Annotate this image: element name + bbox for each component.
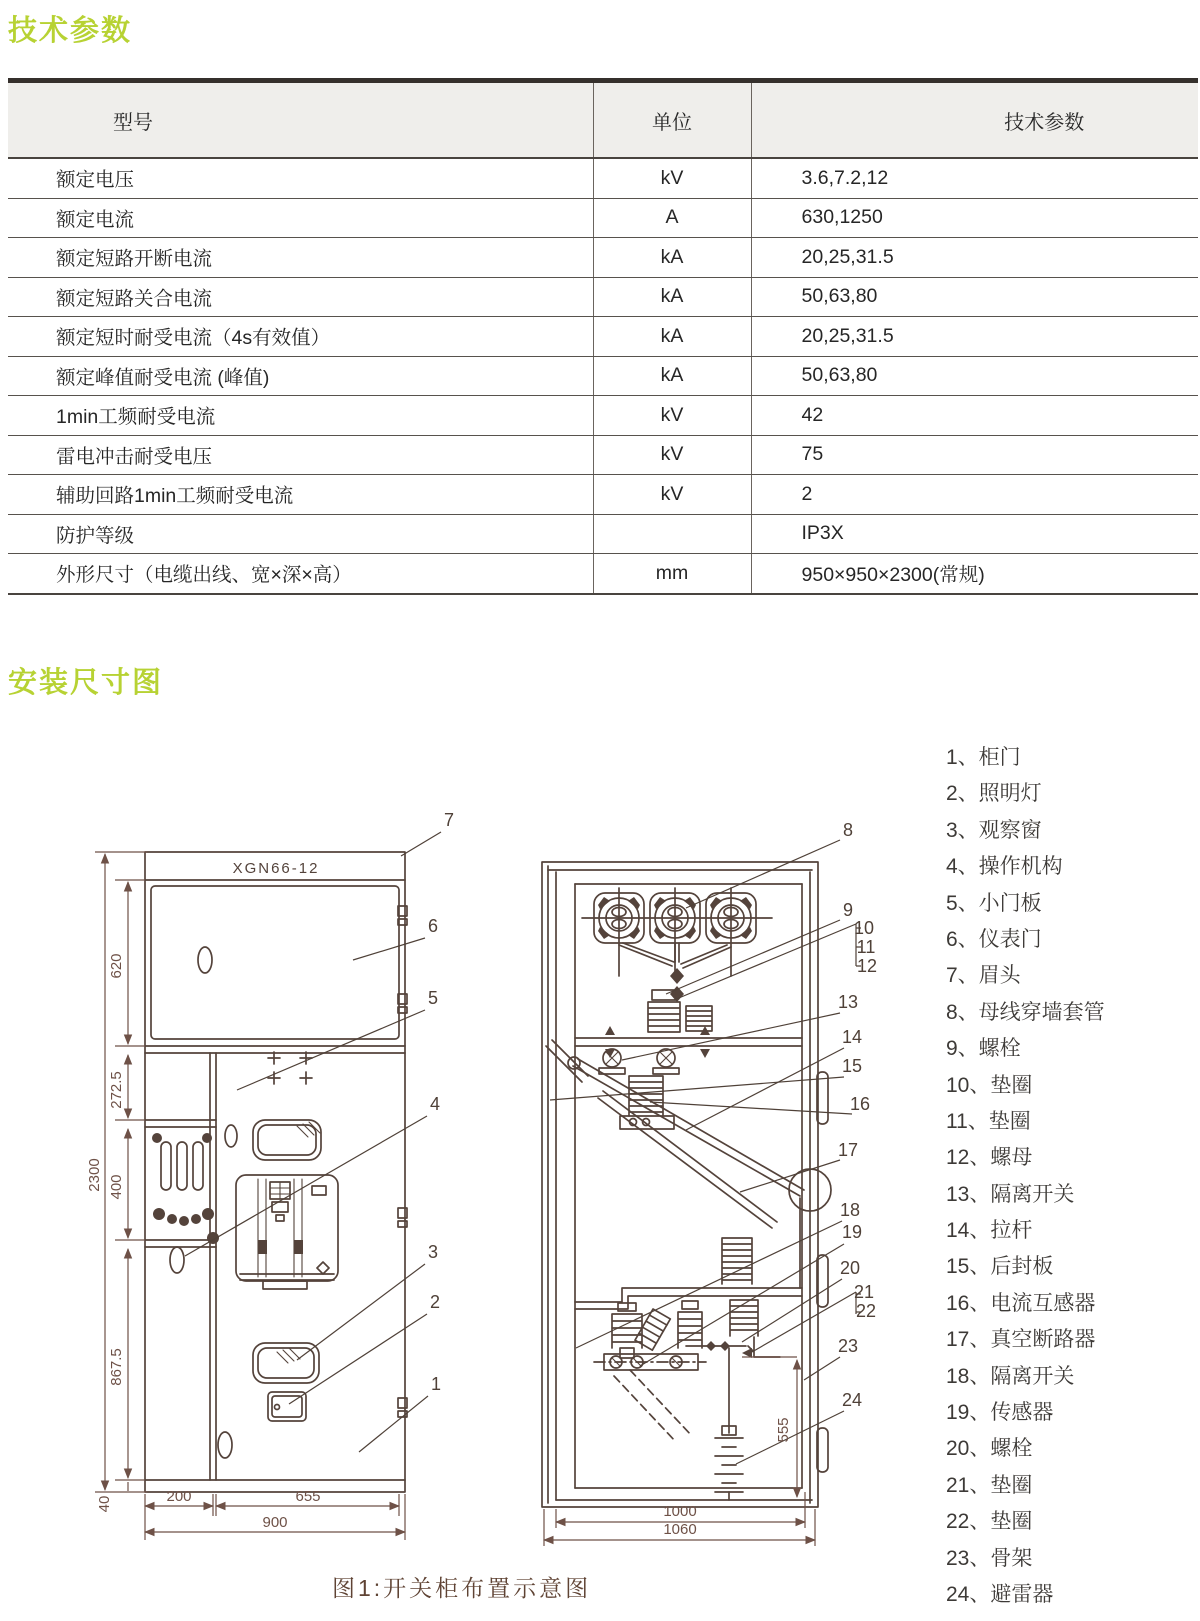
cabinet-model-label: XGN66-12 xyxy=(232,860,320,877)
legend-item: 7、眉头 xyxy=(946,964,1021,988)
dimension-label-900: 900 xyxy=(262,1514,288,1531)
param-unit: kA xyxy=(593,277,751,317)
param-label: 外形尺寸（电缆出线、宽×深×高） xyxy=(8,554,593,594)
callout-number-8: 8 xyxy=(842,820,854,840)
param-value: 2 xyxy=(751,475,1198,515)
front-dimensions xyxy=(95,852,405,1540)
legend-item: 3、观察窗 xyxy=(946,818,1042,842)
callout-number-12: 12 xyxy=(856,956,878,976)
callout-number-2: 2 xyxy=(429,1292,441,1312)
callout-leader-2 xyxy=(289,1314,427,1404)
table-row xyxy=(8,475,1198,515)
param-value: 3.6,7.2,12 xyxy=(751,158,1198,198)
section-title-install-dims: 安装尺寸图 xyxy=(8,667,164,699)
section-title-tech-params: 技术参数 xyxy=(8,15,133,47)
callout-number-15: 15 xyxy=(841,1056,863,1076)
table-row xyxy=(8,514,1198,554)
legend-item: 21、垫圈 xyxy=(946,1473,1033,1497)
dimension-label-400: 400 xyxy=(108,1174,125,1200)
param-unit: kV xyxy=(593,158,751,198)
params-table-body xyxy=(8,158,1198,594)
callout-number-17: 17 xyxy=(837,1140,859,1160)
dimension-label-40: 40 xyxy=(96,1495,113,1513)
param-label: 额定短路关合电流 xyxy=(8,277,593,317)
legend-item: 8、母线穿墙套管 xyxy=(946,1000,1105,1024)
dimension-label-620: 620 xyxy=(108,953,125,979)
col-header-params: 技术参数 xyxy=(751,81,1198,159)
legend-item: 23、骨架 xyxy=(946,1546,1033,1570)
param-value: 950×950×2300(常规) xyxy=(751,554,1198,594)
table-row xyxy=(8,198,1198,238)
callout-number-18: 18 xyxy=(839,1200,861,1220)
legend-item: 1、柜门 xyxy=(946,746,1021,769)
callout-number-13: 13 xyxy=(837,992,859,1012)
callout-number-22: 22 xyxy=(855,1301,877,1321)
dimension-label-1060: 1060 xyxy=(663,1521,697,1538)
callout-leader-1 xyxy=(359,1396,428,1452)
param-label: 雷电冲击耐受电压 xyxy=(8,435,593,475)
legend-item: 22、垫圈 xyxy=(946,1510,1033,1534)
param-value: 20,25,31.5 xyxy=(751,238,1198,278)
param-value: 20,25,31.5 xyxy=(751,317,1198,357)
switch-mechanism xyxy=(546,990,804,1309)
callout-number-5: 5 xyxy=(427,988,439,1008)
callout-number-20: 20 xyxy=(839,1258,861,1278)
dimension-label-200: 200 xyxy=(166,1488,192,1505)
param-unit: kA xyxy=(593,317,751,357)
side-cabinet-outline xyxy=(542,862,831,1507)
legend-item: 10、垫圈 xyxy=(946,1073,1033,1097)
table-row xyxy=(8,356,1198,396)
dimension-label-655: 655 xyxy=(295,1488,321,1505)
dimension-label-272.5: 272.5 xyxy=(108,1071,125,1109)
param-value: 630,1250 xyxy=(751,198,1198,238)
col-header-unit: 单位 xyxy=(593,81,751,159)
legend-item: 2、照明灯 xyxy=(946,782,1042,806)
param-unit: A xyxy=(593,198,751,238)
callout-leader-8 xyxy=(686,840,840,908)
callout-leader-4 xyxy=(185,1116,427,1256)
table-row xyxy=(8,435,1198,475)
legend-item: 14、拉杆 xyxy=(946,1219,1033,1243)
legend-item: 19、传感器 xyxy=(946,1401,1054,1425)
param-value: 75 xyxy=(751,435,1198,475)
side-view-diagram xyxy=(490,800,920,1600)
legend-item: 24、避雷器 xyxy=(946,1582,1054,1606)
front-view-diagram xyxy=(65,790,525,1575)
callout-number-14: 14 xyxy=(841,1027,863,1047)
callout-number-7: 7 xyxy=(443,810,455,830)
param-label: 辅助回路1min工频耐受电流 xyxy=(8,475,593,515)
callout-leader-6 xyxy=(353,938,425,960)
callout-number-23: 23 xyxy=(837,1336,859,1356)
param-label: 额定电流 xyxy=(8,198,593,238)
param-label: 额定峰值耐受电流 (峰值) xyxy=(8,356,593,396)
dimension-label-555: 555 xyxy=(775,1417,792,1443)
legend-item: 11、垫圈 xyxy=(946,1109,1031,1133)
param-label: 额定短时耐受电流（4s有效值） xyxy=(8,317,593,357)
callout-number-3: 3 xyxy=(427,1242,439,1262)
dimension-label-1000: 1000 xyxy=(663,1503,697,1520)
callout-leader-5 xyxy=(237,1010,425,1090)
legend-item: 15、后封板 xyxy=(946,1255,1054,1279)
callout-number-9: 9 xyxy=(842,900,854,920)
param-value: 50,63,80 xyxy=(751,277,1198,317)
param-label: 防护等级 xyxy=(8,514,593,554)
param-unit: kV xyxy=(593,435,751,475)
legend-item: 4、操作机构 xyxy=(946,855,1063,879)
callout-number-19: 19 xyxy=(841,1222,863,1242)
legend-item: 9、螺栓 xyxy=(946,1037,1021,1061)
legend-item: 6、仪表门 xyxy=(946,927,1042,951)
callout-number-1: 1 xyxy=(430,1374,442,1394)
table-row xyxy=(8,396,1198,436)
param-unit: kA xyxy=(593,238,751,278)
dimension-label-2300: 2300 xyxy=(86,1158,103,1192)
figure-caption: 图1:开关柜布置示意图 xyxy=(332,1575,592,1601)
busbar-bushings xyxy=(582,888,772,1002)
legend-item: 12、螺母 xyxy=(946,1146,1033,1170)
col-header-model: 型号 xyxy=(8,81,593,159)
callout-number-24: 24 xyxy=(841,1390,863,1410)
callout-number-10: 10 xyxy=(853,918,875,938)
table-row xyxy=(8,238,1198,278)
callout-leader-15 xyxy=(550,1077,844,1100)
param-unit: kV xyxy=(593,475,751,515)
callout-leader-14 xyxy=(686,1048,844,1130)
callout-number-21: 21 xyxy=(853,1282,875,1302)
front-cabinet-outline xyxy=(145,852,407,1492)
callout-leader-16 xyxy=(650,1102,852,1114)
table-header-row xyxy=(8,81,1198,159)
param-label: 1min工频耐受电流 xyxy=(8,396,593,436)
table-row xyxy=(8,277,1198,317)
callout-number-11: 11 xyxy=(856,937,876,957)
legend-item: 16、电流互感器 xyxy=(946,1291,1096,1315)
callout-leader-10 xyxy=(674,924,856,1000)
param-unit: mm xyxy=(593,554,751,594)
legend-item: 18、隔离开关 xyxy=(946,1364,1075,1388)
legend-item: 5、小门板 xyxy=(946,891,1042,915)
param-value: 42 xyxy=(751,396,1198,436)
legend-item: 17、真空断路器 xyxy=(946,1328,1096,1352)
legend-list xyxy=(946,740,1105,1613)
callout-leader-7 xyxy=(401,832,441,856)
param-value: 50,63,80 xyxy=(751,356,1198,396)
dimension-label-867.5: 867.5 xyxy=(108,1348,125,1386)
callout-number-4: 4 xyxy=(429,1094,441,1114)
lower-compartment xyxy=(556,1300,812,1500)
legend-item: 20、螺栓 xyxy=(946,1437,1033,1461)
callout-number-6: 6 xyxy=(427,916,439,936)
param-unit xyxy=(593,514,751,554)
table-row xyxy=(8,158,1198,198)
param-unit: kA xyxy=(593,356,751,396)
param-value: IP3X xyxy=(751,514,1198,554)
param-label: 额定电压 xyxy=(8,158,593,198)
legend-item: 13、隔离开关 xyxy=(946,1182,1075,1206)
table-row xyxy=(8,554,1198,594)
tech-params-table xyxy=(8,78,1198,595)
param-label: 额定短路开断电流 xyxy=(8,238,593,278)
table-row xyxy=(8,317,1198,357)
callout-number-16: 16 xyxy=(849,1094,871,1114)
param-unit: kV xyxy=(593,396,751,436)
